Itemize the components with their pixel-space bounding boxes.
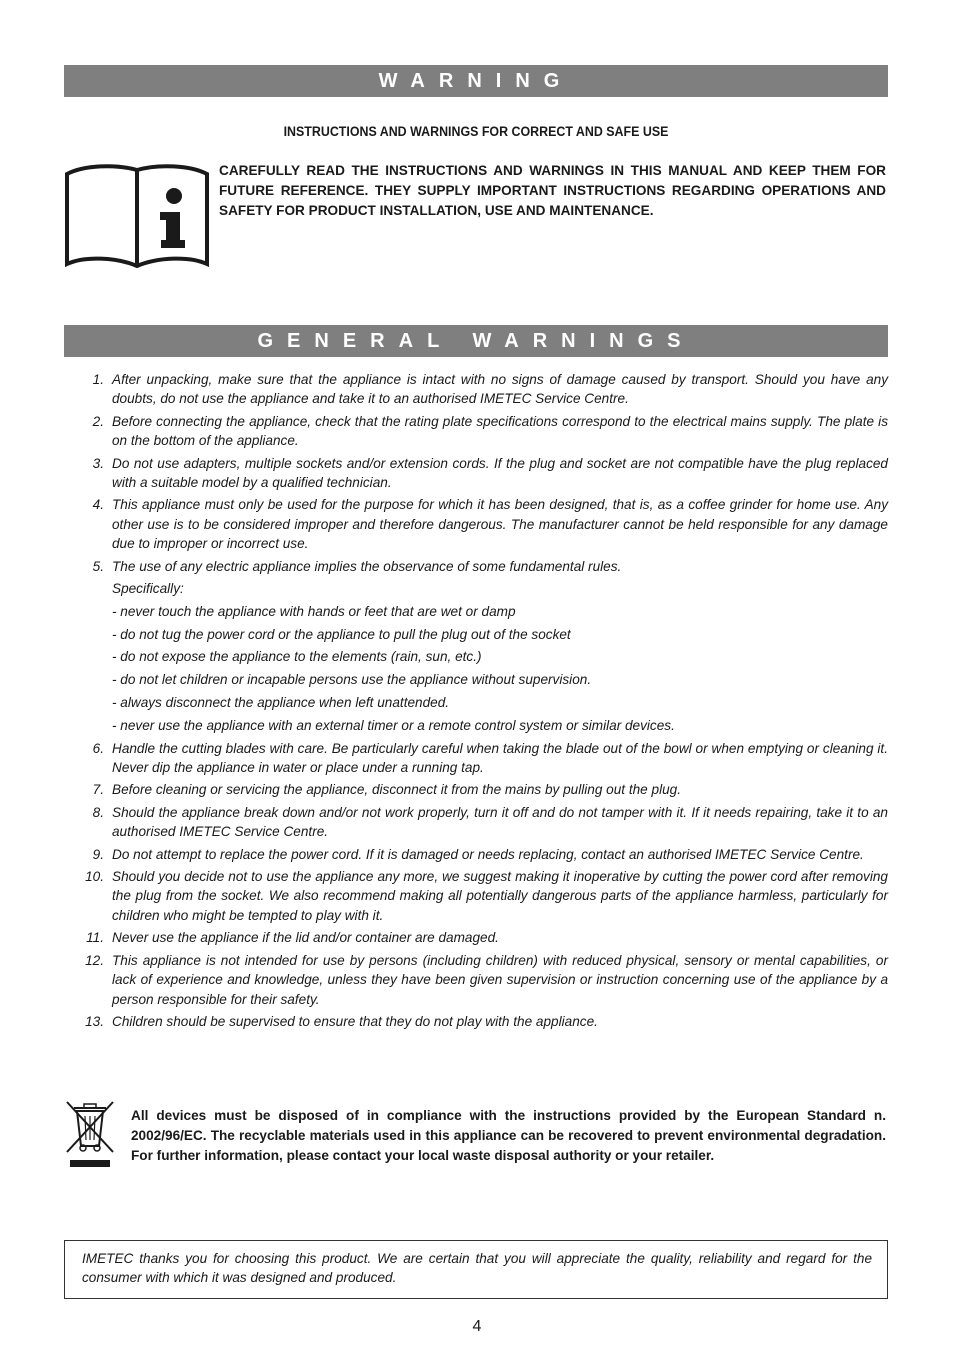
warning-text: Before cleaning or servicing the appliance, disconnect it from the mains by pulling out the plug.: [112, 782, 681, 798]
warning-item: 10. Should you decide not to use the appliance any more, we suggest making it inoperative by cutting the power cord after removing the plug from the socket. We also recommend making all potentially dangerous parts of the appliance harmless, particularly for children who might be tempted to play with it.: [85, 869, 888, 923]
warning-item: 8. Should the appliance break down and/or not work properly, turn it off and do not tamper with it. If it needs repairing, take it to an authorised IMETEC Service Centre.: [92, 804, 888, 840]
warning-text: Should the appliance break down and/or not work properly, turn it off and do not tamper with it. If it needs repairing, take it to an authorised IMETEC Service Centre.: [112, 804, 888, 840]
warning-text: Do not attempt to replace the power cord. If it is damaged or needs replacing, contact an authorised IMETEC Service Centre.: [112, 846, 864, 862]
instructions-subtitle: INSTRUCTIONS AND WARNINGS FOR CORRECT AND SAFE USE: [283, 124, 669, 139]
warning-item: 7. Before cleaning or servicing the appliance, disconnect it from the mains by pulling out the plug.: [92, 782, 681, 798]
warning-item: 3. Do not use adapters, multiple sockets and/or extension cords. If the plug and socket are not compatible have the plug replaced with a suitable model by a qualified technician.: [92, 455, 888, 491]
info-book-icon: [64, 160, 210, 270]
page-number: 4: [472, 1318, 482, 1335]
warning-item: 4. This appliance must only be used for the purpose for which it has been designed, that is, as a coffee grinder for home use. Any other use is to be considered improper and therefore dangerous. The manufacturer cannot be held responsible for any damage due to improper or incorrect use.: [92, 497, 888, 552]
rule-item: - never use the appliance with an external timer or a remote control system or similar devices.: [112, 717, 675, 733]
warning-text: Do not use adapters, multiple sockets and/or extension cords. If the plug and socket are not compatible have the plug replaced with a suitable model by a qualified technician.: [112, 455, 888, 491]
rule-item: - always disconnect the appliance when left unattended.: [112, 695, 450, 711]
rule-item: - never touch the appliance with hands or feet that are wet or damp: [112, 603, 516, 619]
thanks-box: [64, 1240, 888, 1299]
warning-item: 9. Do not attempt to replace the power cord. If it is damaged or needs replacing, contact an authorised IMETEC Service Centre.: [92, 846, 864, 862]
warning-text: Should you decide not to use the appliance any more, we suggest making it inoperative by cutting the power cord after removing the plug from the socket. We also recommend making all potentially dangerous parts of the appliance harmless, particularly for children who might be tempted to play with it.: [112, 869, 888, 923]
warning-banner: WARNING: [64, 65, 888, 97]
warning-text: This appliance is not intended for use by persons (including children) with reduced physical, sensory or mental capabilities, or lack of experience and knowledge, unless they have been given supervision or instruction concerning use of the appliance by a person responsible for their safety.: [112, 952, 888, 1007]
intro-warning-text: CAREFULLY READ THE INSTRUCTIONS AND WARNINGS IN THIS MANUAL AND KEEP THEM FOR FUTURE REFERENCE. THEY SUPPLY IMPORTANT INSTRUCTIONS REGARDING OPERATIONS AND SAFETY FOR PRODUCT INSTALLATION, USE AND MAINTENANCE.: [219, 163, 886, 218]
warning-item: 12. This appliance is not intended for use by persons (including children) with reduced physical, sensory or mental capabilities, or lack of experience and knowledge, unless they have been given supervision or instruction concerning use of the appliance by a person responsible for their safety.: [85, 952, 888, 1007]
warning-text: Handle the cutting blades with care. Be particularly careful when taking the blade out of the bowl or when emptying or cleaning it. Never dip the appliance in water or place under a running tap.: [112, 740, 888, 776]
general-warnings-list: [80, 370, 888, 1034]
warning-item: 5. The use of any electric appliance implies the observance of some fundamental rules. Specifically: - never touch the appliance with hands or feet that are wet or damp - do not tug the power cord or the appliance to pull the plug out of the socket - do not expose the appliance to the elements (rain, sun, etc.) - do not let children or incapable persons use the appliance without supervision. - always disconnect the appliance when left unattended. - never use the appliance with an external timer or a remote control system or similar devices.: [80, 557, 888, 736]
warning-text: Children should be supervised to ensure that they do not play with the appliance.: [112, 1013, 598, 1029]
specifically-label: Specifically:: [112, 581, 184, 597]
warning-item: 2. Before connecting the appliance, check that the rating plate specifications correspond to the electrical mains supply. The plate is on the bottom of the appliance.: [92, 413, 888, 449]
fundamental-rules: [112, 579, 888, 736]
warning-text: After unpacking, make sure that the appliance is intact with no signs of damage caused by transport. Should you have any doubts, do not use the appliance and take it to an authorised IMETEC Service Centre.: [112, 372, 888, 407]
warning-item: 6. Handle the cutting blades with care. Be particularly careful when taking the blade out of the bowl or when emptying or cleaning it. Never dip the appliance in water or place under a running tap.: [92, 740, 888, 776]
warning-text: The use of any electric appliance implies the observance of some fundamental rules.: [112, 558, 622, 574]
warning-text: Never use the appliance if the lid and/or container are damaged.: [112, 930, 499, 946]
crossed-bin-icon: [64, 1100, 116, 1170]
rule-item: - do not let children or incapable persons use the appliance without supervision.: [112, 672, 592, 688]
warning-text: This appliance must only be used for the purpose for which it has been designed, that is, as a coffee grinder for home use. Any other use is to be considered improper and therefore dangerous. The manufacturer cannot be held responsible for any damage due to improper or incorrect use.: [112, 497, 888, 552]
warning-item: 13. Children should be supervised to ensure that they do not play with the appliance.: [85, 1013, 598, 1029]
rule-item: - do not tug the power cord or the appliance to pull the plug out of the socket: [112, 626, 571, 642]
disposal-text: All devices must be disposed of in compliance with the instructions provided by the European Standard n. 2002/96/EC. The recyclable materials used in this appliance can be recovered to prevent environmental degradation. For further information, please contact your local waste disposal authority or your retailer.: [131, 1108, 886, 1163]
warning-item: 11. Never use the appliance if the lid and/or container are damaged.: [86, 930, 499, 946]
rule-item: - do not expose the appliance to the elements (rain, sun, etc.): [112, 649, 482, 665]
thanks-text: IMETEC thanks you for choosing this product. We are certain that you will appreciate the quality, reliability and regard for the consumer with which it was designed and produced.: [82, 1251, 872, 1285]
warning-text: Before connecting the appliance, check that the rating plate specifications correspond to the electrical mains supply. The plate is on the bottom of the appliance.: [112, 413, 888, 449]
warning-item: 1. After unpacking, make sure that the appliance is intact with no signs of damage caused by transport. Should you have any doubts, do not use the appliance and take it to an authorised IMETEC Service Centre.: [92, 372, 888, 407]
general-warnings-banner: GENERAL WARNINGS: [64, 325, 888, 357]
